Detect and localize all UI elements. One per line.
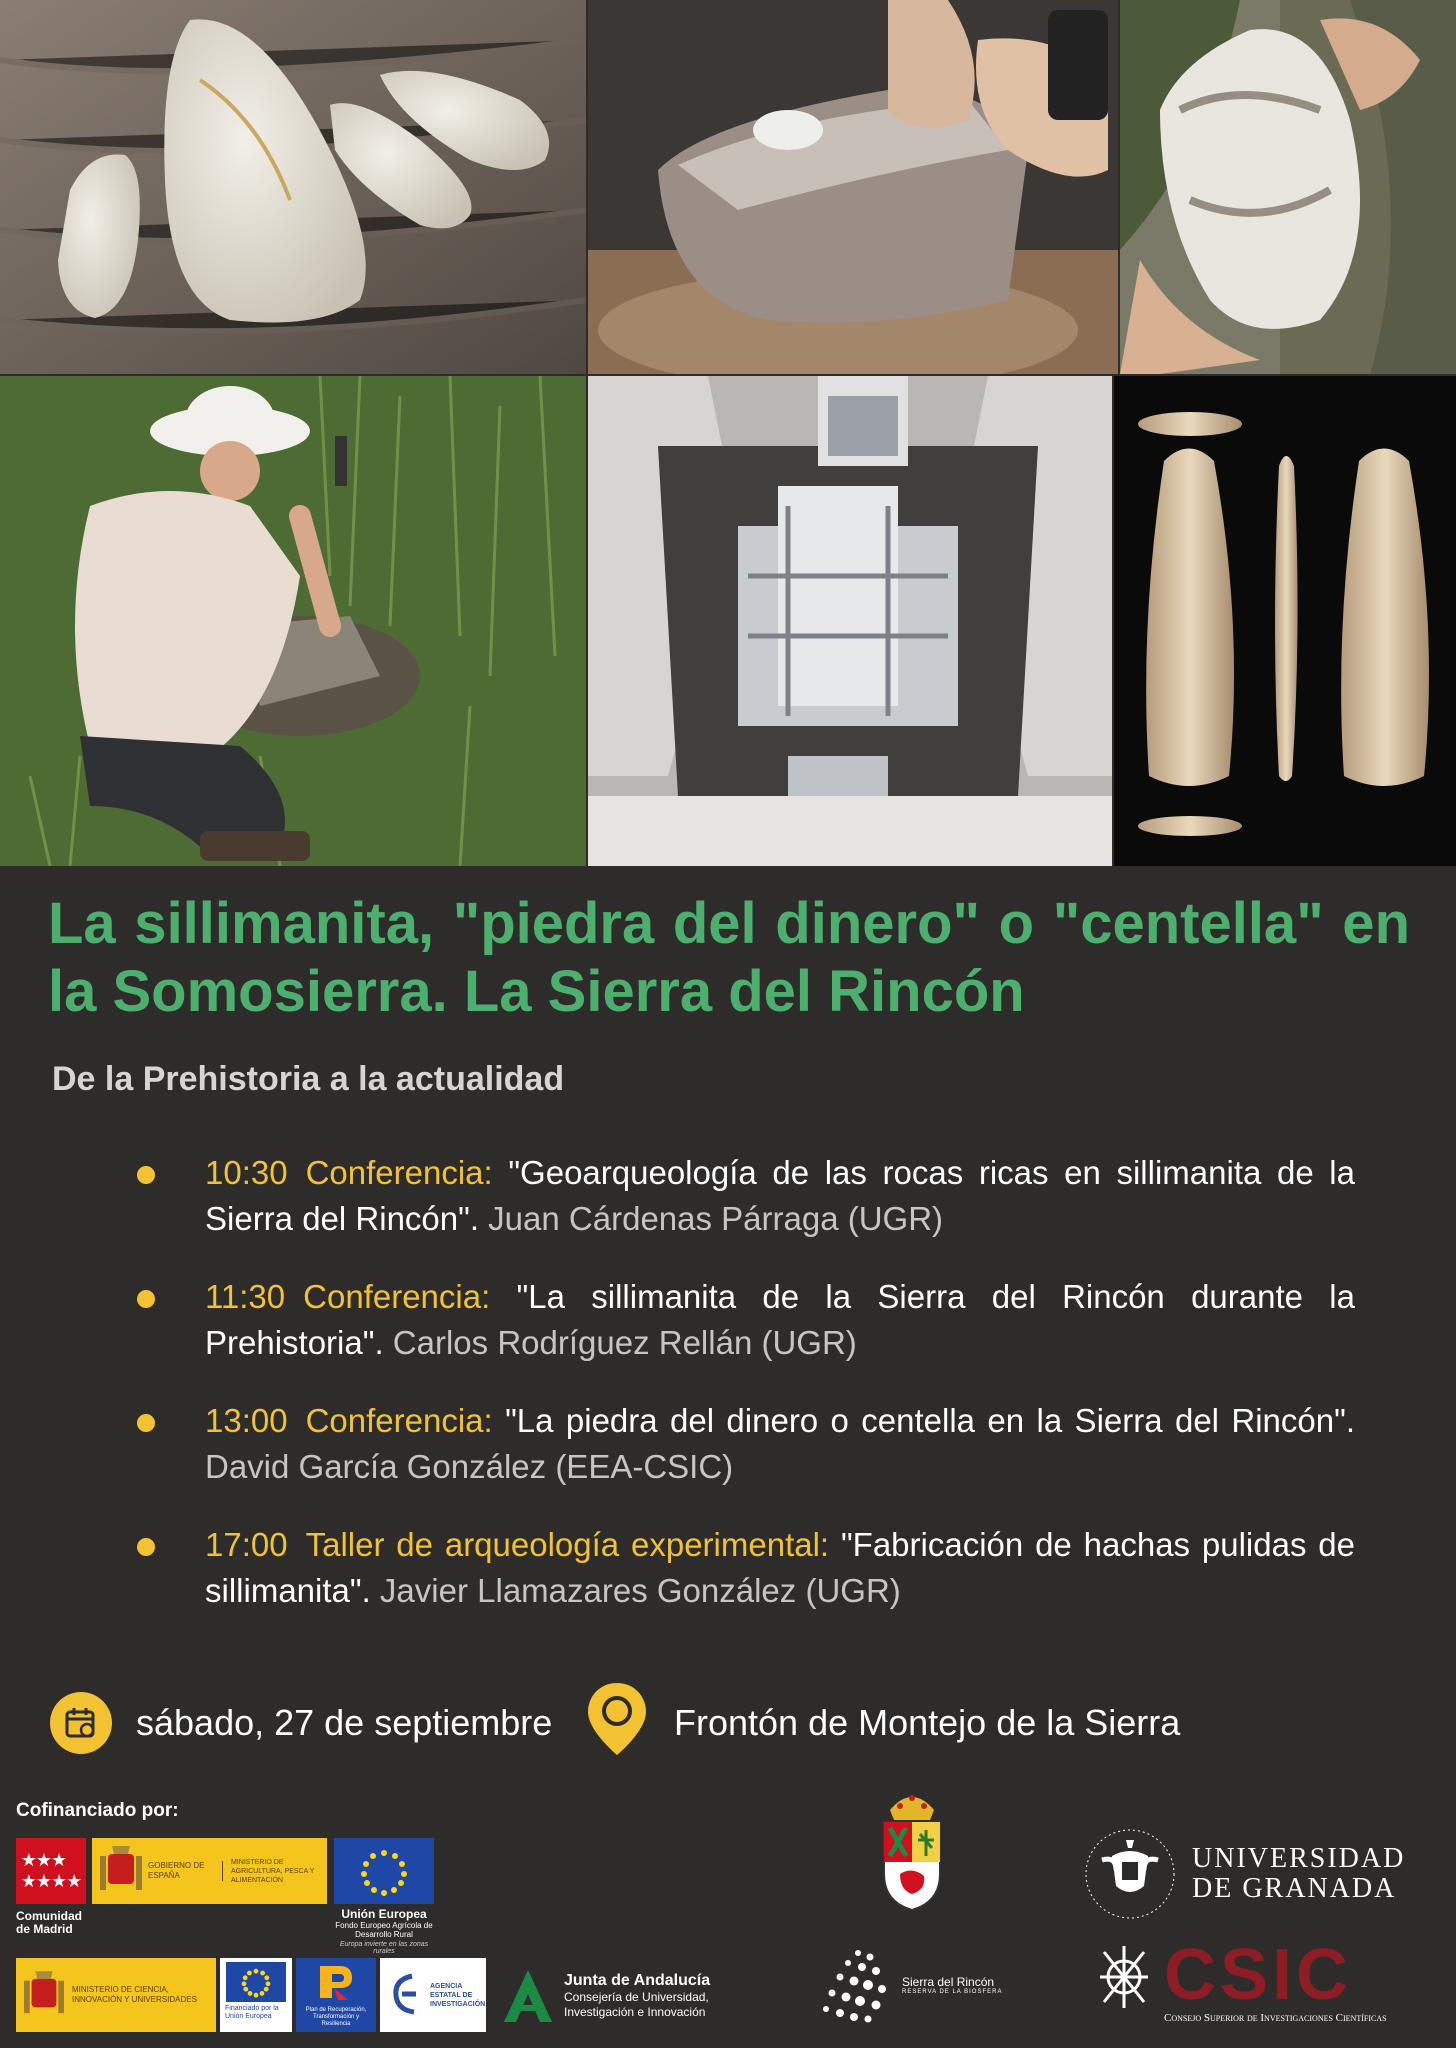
- bullet-icon: [137, 1290, 155, 1308]
- event-date: [50, 1688, 552, 1758]
- logo-union-europea-feader: [332, 1838, 436, 1955]
- logo-comunidad-madrid: [16, 1838, 86, 1936]
- junta-a-icon: [500, 1966, 556, 2026]
- photo-polishing-stone: [588, 0, 1118, 374]
- sierra-label: Sierra del Rincón: [902, 1975, 995, 1989]
- agenda-talk: "Fabricación de hachas pulidas de sillimanita".: [205, 1526, 1356, 1609]
- ministerio-agri-label: MINISTERIO DE AGRICULTURA, PESCA Y ALIMENTACIÓN: [231, 1858, 315, 1884]
- agenda-item: [135, 1522, 1355, 1614]
- csic-sub-label: Consejo Superior de Investigaciones Científicas: [1164, 2012, 1387, 2024]
- gobierno-label: GOBIERNO DE ESPAÑA: [148, 1861, 223, 1881]
- event-subtitle: De la Prehistoria a la actualidad: [52, 1060, 565, 1098]
- agenda-item: [135, 1274, 1355, 1366]
- csic-text: [1164, 1935, 1387, 2034]
- aei-icon: [386, 1970, 426, 2020]
- agenda-type: Conferencia:: [305, 1402, 493, 1439]
- eu-flag-icon: [226, 1962, 286, 2002]
- logo-sierra-rincon: [818, 1940, 1018, 2030]
- plan-r-icon: [296, 1962, 376, 2007]
- financiado-label: Financiado por la Unión Europea: [225, 2005, 279, 2020]
- agenda-list: [135, 1150, 1355, 1646]
- ue-fondo-label: Fondo Europeo Agrícola de Desarrollo Rural: [335, 1921, 433, 1939]
- ugr-label-2: DE GRANADA: [1192, 1873, 1397, 1904]
- junta-sub-label: Consejería de Universidad, Investigación e Innovación: [564, 1990, 709, 2019]
- dots-icon: [818, 1945, 896, 2025]
- ugr-seal-icon: [1082, 1826, 1178, 1922]
- photo-grid: [0, 0, 1456, 866]
- junta-label: Junta de Andalucía: [564, 1972, 711, 1989]
- logo-escudo-montejo: [876, 1784, 948, 1914]
- logo-ministerio-ciencia: [16, 1958, 216, 2032]
- agenda-type: Taller de arqueología experimental:: [305, 1526, 830, 1563]
- photo-polished-axes: [0, 0, 586, 374]
- ue-label: Unión Europea: [341, 1907, 427, 1921]
- ministerio-ciencia-label: MINISTERIO DE CIENCIA, INNOVACIÓN Y UNIVERSIDADES: [72, 1985, 197, 2004]
- bullet-icon: [137, 1414, 155, 1432]
- junta-text: [564, 1972, 744, 2020]
- logo-junta-andalucia: [500, 1960, 750, 2032]
- agenda-speaker: Javier Llamazares González (UGR): [370, 1572, 901, 1609]
- csic-label: CSIC: [1164, 1935, 1353, 2015]
- logo-financiado-ue: [220, 1958, 292, 2032]
- agenda-time: 17:00: [205, 1526, 288, 1563]
- sierra-sub-label: RESERVA DE LA BIOSFERA: [902, 1989, 1003, 1995]
- ugr-text: [1192, 1844, 1405, 1904]
- agenda-time: 13:00: [205, 1402, 288, 1439]
- logo-agencia-estatal: [380, 1958, 486, 2032]
- agenda-time: 11:30: [205, 1278, 286, 1315]
- agenda-talk: "La sillimanita de la Sierra del Rincón durante la Prehistoria".: [205, 1278, 1355, 1361]
- agenda-type: Conferencia:: [305, 1154, 493, 1191]
- event-title: La sillimanita, "piedra del dinero" o "centella" en la Somosierra. La Sierra del Rincón: [48, 891, 1410, 1024]
- plan-label: Plan de Recuperación, Transformación y Resiliencia: [305, 2007, 367, 2027]
- logo-plan-recuperacion: [296, 1958, 376, 2032]
- coat-of-arms-icon: [100, 1844, 142, 1898]
- agenda-talk: "Geoarqueología de las rocas ricas en sillimanita de la Sierra del Rincón".: [205, 1154, 1355, 1237]
- coat-of-arms-icon: [24, 1968, 64, 2022]
- photo-hand-holding-rock: [1120, 0, 1456, 374]
- photo-three-axes: [1114, 376, 1456, 866]
- agenda-item: [135, 1150, 1355, 1242]
- ugr-label-1: UNIVERSIDAD: [1192, 1843, 1406, 1874]
- bullet-icon: [137, 1166, 155, 1184]
- agenda-speaker: Juan Cárdenas Párraga (UGR): [479, 1200, 944, 1237]
- cofinanced-label: Cofinanciado por:: [16, 1800, 179, 1821]
- csic-emblem-icon: [1096, 1942, 1152, 2012]
- logo-ministerio-agricultura: [92, 1838, 327, 1904]
- agencia-label: AGENCIA ESTATAL DE INVESTIGACIÓN: [430, 1982, 486, 2008]
- agenda-time: 10:30: [205, 1154, 288, 1191]
- eu-flag-icon: [334, 1838, 434, 1904]
- logo-universidad-granada: [1082, 1826, 1432, 1922]
- location-pin-icon: [586, 1681, 648, 1766]
- agenda-item: [135, 1398, 1355, 1490]
- event-location: [586, 1688, 1180, 1758]
- madrid-label: Comunidad de Madrid: [16, 1909, 82, 1936]
- logo-csic: [1096, 1935, 1436, 2034]
- calendar-icon: [50, 1692, 112, 1754]
- ue-lema-label: Europa invierte en las zonas rurales: [339, 1941, 429, 1955]
- event-date-text: sábado, 27 de septiembre: [136, 1702, 553, 1743]
- agenda-speaker: David García González (EEA-CSIC): [205, 1448, 734, 1485]
- agenda-speaker: Carlos Rodríguez Rellán (UGR): [383, 1324, 857, 1361]
- sierra-text: [902, 1975, 1002, 1995]
- photo-field-geologist: [0, 376, 586, 866]
- agenda-talk: "La piedra del dinero o centella en la Sierra del Rincón".: [492, 1402, 1355, 1439]
- stars-icon: ★★★ ★★★★: [16, 1838, 86, 1904]
- photo-lab-instrument: [588, 376, 1112, 866]
- agenda-type: Conferencia:: [303, 1278, 491, 1315]
- event-location-text: Frontón de Montejo de la Sierra: [674, 1702, 1181, 1743]
- bullet-icon: [137, 1538, 155, 1556]
